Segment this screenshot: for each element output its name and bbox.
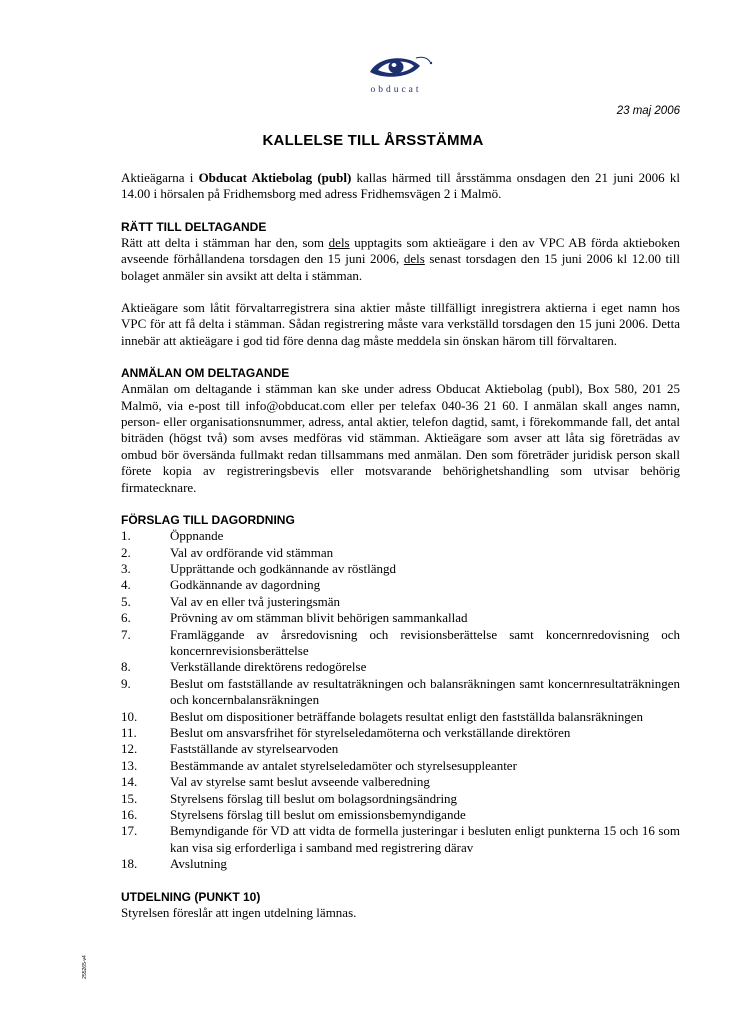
document-reference-text: 255265-v4 — [81, 955, 88, 979]
agenda-item — [121, 823, 680, 856]
heading-agenda: FÖRSLAG TILL DAGORDNING — [121, 513, 295, 528]
logo-wordmark: obducat — [370, 85, 422, 95]
document-date: 23 maj 2006 — [616, 105, 680, 117]
agenda-item-text: Godkännande av dagordning — [170, 577, 321, 593]
right-text-b: upptagits som aktieägare i den av VPC AB förda aktieboken avseende förhållandena torsdagen den 15 juni 2006, — [121, 234, 681, 267]
agenda-item-text: Öppnande — [170, 528, 224, 544]
agenda-item-number: 3. — [121, 560, 131, 576]
company-name: Obducat Aktiebolag (publ) — [198, 170, 352, 185]
agenda-item-text: Beslut om dispositioner beträffande bolagets resultat enligt den fastställda balansräkningen — [170, 708, 644, 724]
agenda-item-text: Beslut om ansvarsfrihet för styrelseledamöterna och verkställande direktören — [170, 724, 571, 740]
heading-notice-of-attendance: ANMÄLAN OM DELTAGANDE — [121, 366, 290, 381]
agenda-item — [121, 594, 680, 610]
agenda-item — [121, 627, 680, 660]
agenda-list — [121, 528, 680, 873]
agenda-item-text: Prövning av om stämman blivit behörigen sammankallad — [170, 610, 468, 626]
agenda-item-number: 17. — [121, 823, 138, 839]
right-text-a: Rätt att delta i stämman har den, som — [121, 234, 329, 250]
heading-right-to-attend: RÄTT TILL DELTAGANDE — [121, 219, 267, 234]
agenda-item-text: Bemyndigande för VD att vidta de formella justeringar i besluten enligt punkterna 15 och 16 som kan visa sig erforderliga i samband med registrering därav — [170, 823, 680, 855]
agenda-item-number: 1. — [121, 528, 131, 544]
underlined-dels-2: dels — [403, 251, 425, 267]
agenda-item-number: 4. — [121, 577, 131, 593]
agenda-item — [121, 807, 680, 823]
document-reference-code — [81, 950, 93, 984]
agenda-item-text: Fastställande av styrelsearvoden — [170, 741, 339, 757]
agenda-item-text: Upprättande och godkännande av röstlängd — [170, 560, 396, 576]
document-body — [121, 170, 680, 921]
agenda-item — [121, 758, 680, 774]
agenda-item-text: Val av en eller två justeringsmän — [170, 593, 341, 609]
page-title: KALLELSE TILL ÅRSSTÄMMA — [262, 132, 484, 149]
agenda-item-number: 15. — [121, 790, 138, 806]
agenda-item-number: 12. — [121, 741, 138, 757]
agenda-item-number: 2. — [121, 544, 131, 560]
underlined-dels-1: dels — [328, 234, 350, 250]
right-to-attend-paragraph — [121, 235, 680, 284]
agenda-item — [121, 856, 680, 872]
agenda-item-text: Val av ordförande vid stämman — [170, 544, 334, 560]
heading-dividend: UTDELNING (PUNKT 10) — [121, 889, 261, 904]
agenda-item — [121, 577, 680, 593]
agenda-item — [121, 676, 680, 709]
agenda-item-text: Styrelsens förslag till beslut om bolagsordningsändring — [170, 790, 458, 806]
agenda-item — [121, 610, 680, 626]
eye-logo-icon — [356, 50, 436, 84]
agenda-item-text: Framläggande av årsredovisning och revisionsberättelse samt koncernredovisning och koncernrevisionsberättelse — [170, 626, 680, 658]
agenda-item-text: Bestämmande av antalet styrelseledamöter och styrelsesuppleanter — [170, 757, 517, 773]
agenda-item — [121, 741, 680, 757]
agenda-item-number: 9. — [121, 675, 131, 691]
dividend-paragraph: Styrelsen föreslår att ingen utdelning lämnas. — [121, 904, 357, 920]
agenda-item-number: 13. — [121, 757, 138, 773]
agenda-item — [121, 725, 680, 741]
agenda-item-number: 5. — [121, 593, 131, 609]
agenda-item-text: Beslut om fastställande av resultaträkningen och balansräkningen samt koncernresultaträkningen och koncernbalansräkningen — [170, 675, 680, 708]
agenda-item-number: 7. — [121, 626, 131, 642]
agenda-item-number: 10. — [121, 708, 138, 724]
agenda-item-number: 8. — [121, 659, 131, 675]
agenda-item — [121, 545, 680, 561]
intro-text-start: Aktieägarna i — [121, 170, 199, 185]
agenda-item — [121, 561, 680, 577]
agenda-item-number: 14. — [121, 774, 138, 790]
agenda-item-text: Styrelsens förslag till beslut om emissionsbemyndigande — [170, 807, 466, 822]
agenda-item-text: Verkställande direktörens redogörelse — [170, 659, 367, 675]
agenda-item-number: 16. — [121, 807, 138, 822]
agenda-item-number: 18. — [121, 856, 138, 872]
obducat-logo — [356, 50, 436, 98]
agenda-item — [121, 774, 680, 790]
agenda-item — [121, 709, 680, 725]
right-text-c: senast torsdagen den 15 juni 2006 kl 12.00 till bolaget anmäler sin avsikt att delta i stämman. — [121, 251, 680, 283]
agenda-item-number: 6. — [121, 610, 131, 626]
agenda-item-text: Avslutning — [170, 856, 227, 872]
intro-paragraph — [121, 170, 680, 203]
agenda-item — [121, 791, 680, 807]
agenda-item — [121, 528, 680, 544]
intro-text-end: kallas härmed till årsstämma onsdagen den 21 juni 2006 kl 14.00 i hörsalen på Fridhemsborg med adress Fridhemsvägen 2 i Malmö. — [121, 170, 680, 202]
agenda-item-text: Val av styrelse samt beslut avseende valberedning — [170, 774, 430, 790]
nominee-registration-paragraph: Aktieägare som låtit förvaltarregistrera sina aktier måste tillfälligt inregistrera aktierna i eget namn hos VPC för att få delta i stämman. Sådan registrering måste vara verkställd torsdagen den 15 juni 2006. Detta innebär att aktieägare i god tid före denna dag måste meddela sin önskan härom till förvaltaren. — [121, 300, 680, 348]
notice-of-attendance-paragraph: Anmälan om deltagande i stämman kan ske under adress Obducat Aktiebolag (publ), Box 580, 201 25 Malmö, via e-post till info@obducat.com eller per telefax 040-36 21 60. I anmälan skall anges namn, person- eller organisationsnummer, adress, antal aktier, telefon dagtid, samt, i förekommande fall, det antal biträden (högst två) som avses medföras vid stämman. Aktieägare som avser att låta sig företrädas av ombud bör översända fullmakt redan tillsammans med anmälan. Den som företräder juridisk person skall förete kopia av registreringsbevis eller motsvarande behörighetshandling som utvisar behörig firmatecknare. — [121, 381, 680, 495]
agenda-item-number: 11. — [121, 724, 137, 740]
agenda-item — [121, 659, 680, 675]
